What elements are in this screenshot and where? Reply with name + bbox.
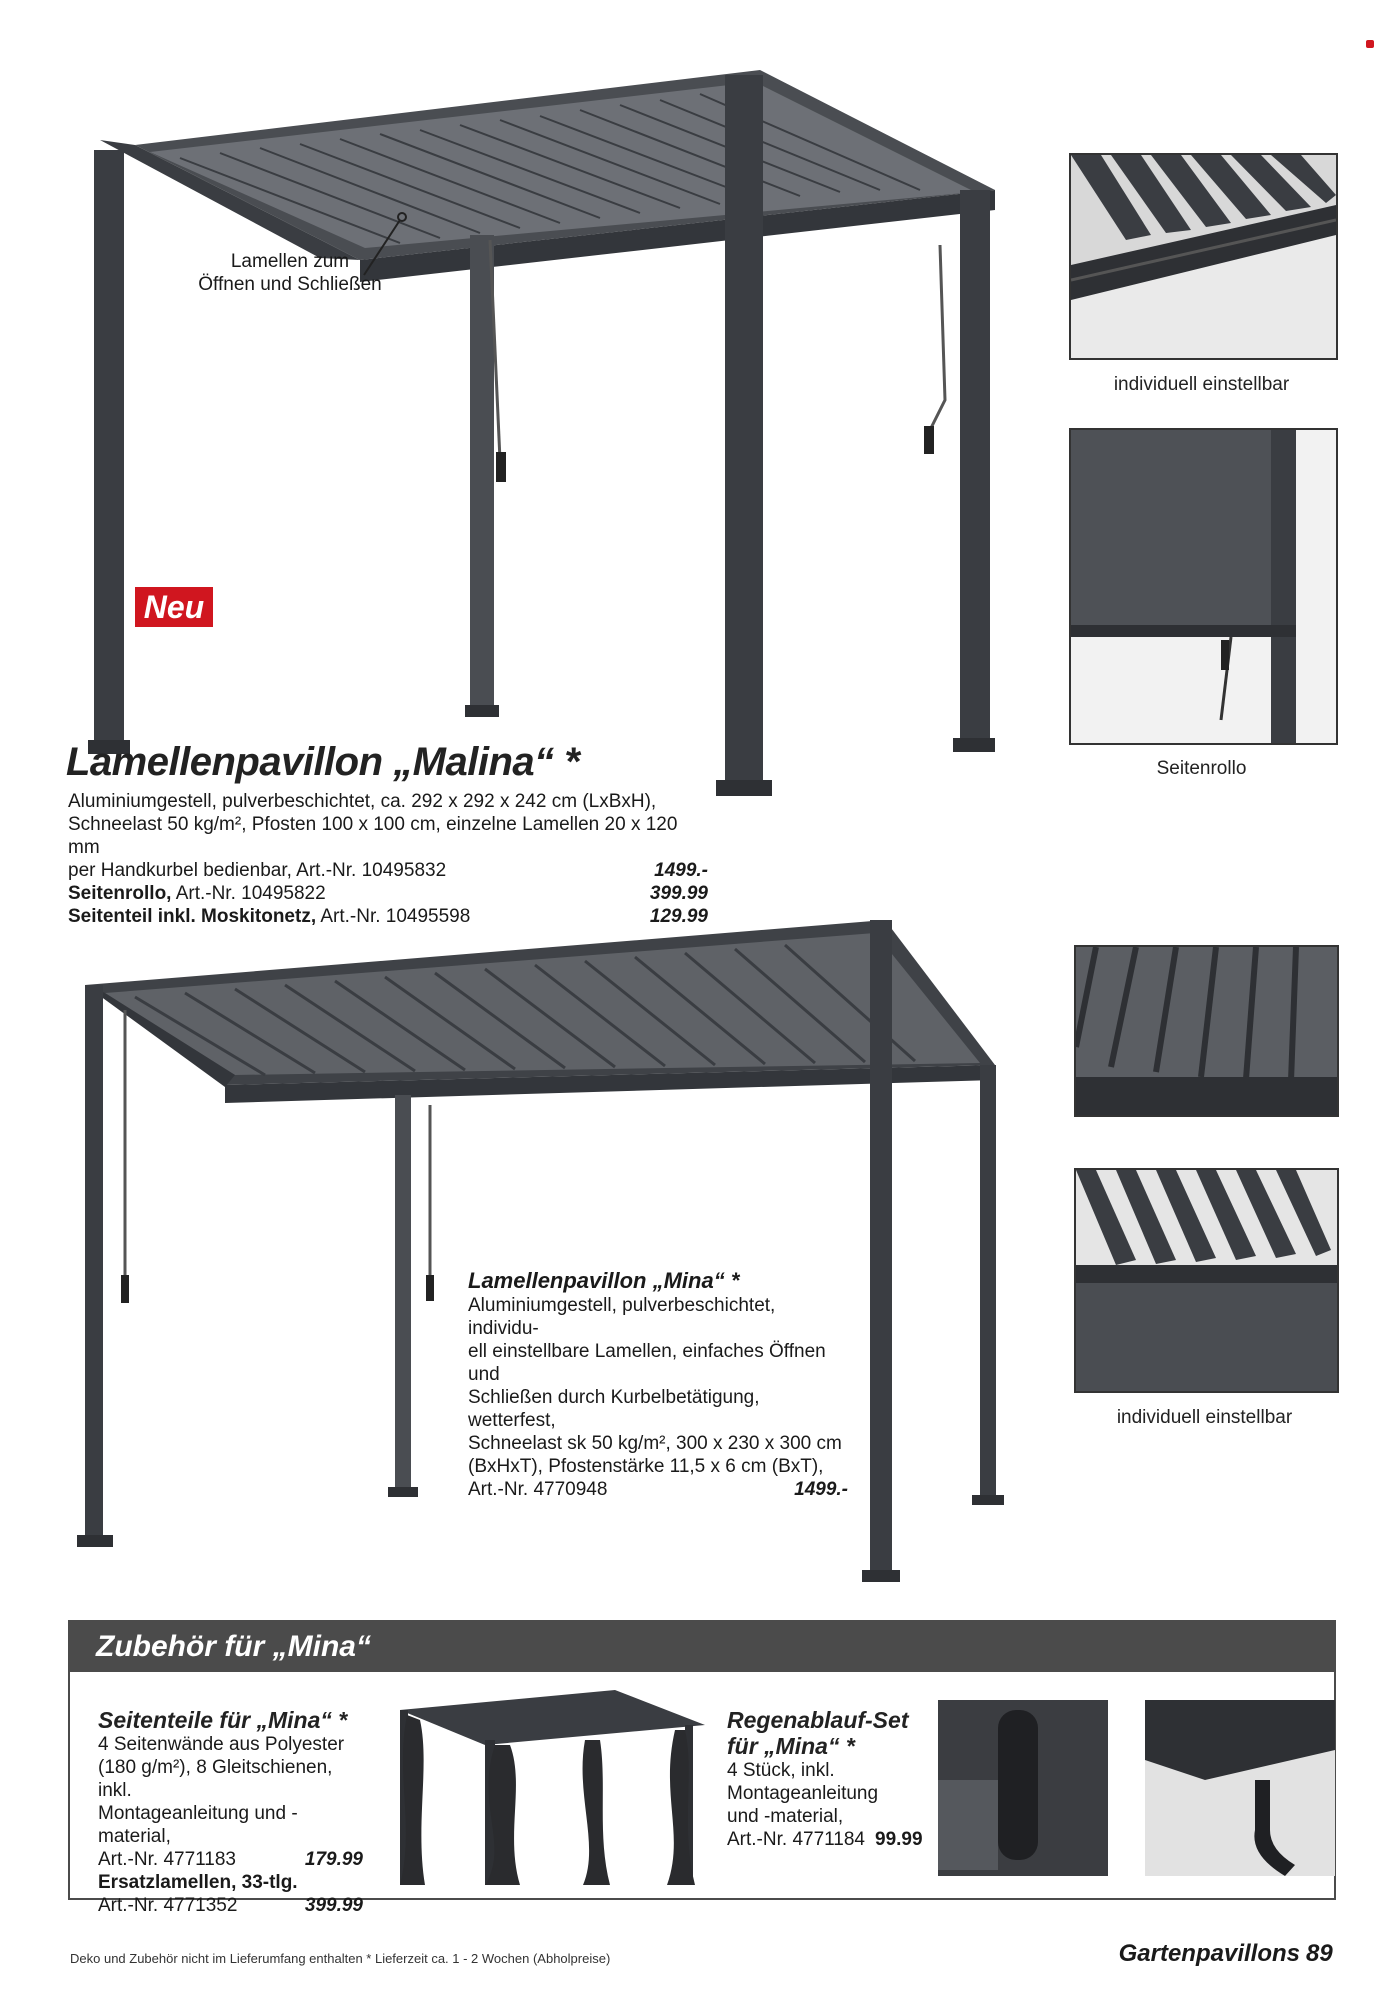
page-number: 89 [1306, 1940, 1333, 1967]
caption-individuell-2: individuell einstellbar [1116, 1407, 1293, 1428]
regen-line-1: 4 Stück, inkl. [727, 1760, 835, 1781]
rollo-price: 399.99 [649, 883, 708, 904]
mina-text-block [468, 1268, 848, 1501]
malina-seitenrollo-photo [1069, 428, 1338, 745]
regen-photo-2-graphic [1145, 1700, 1335, 1876]
malina-detail-slats-photo [1069, 153, 1338, 360]
caption-seitenrollo: Seitenrollo [1156, 758, 1247, 779]
mina-slats-detail-graphic [1076, 947, 1337, 1115]
seitenteile-title: Seitenteile für „Mina“ * [98, 1707, 348, 1733]
malina-description [68, 790, 708, 928]
seitenteil-art: Art.-Nr. 10495598 [316, 906, 471, 927]
rollo-art: Art.-Nr. 10495822 [171, 883, 326, 904]
mina-art: Art.-Nr. 4770948 [468, 1479, 608, 1500]
regen-photo-1-graphic [938, 1700, 1108, 1876]
seitenrollo-graphic [1071, 430, 1336, 743]
ersatz-art: Art.-Nr. 4771352 [98, 1895, 238, 1916]
malina-price: 1499.- [654, 860, 708, 881]
mina-title: Lamellenpavillon „Mina“ * [468, 1268, 740, 1293]
seitenteil-price: 129.99 [649, 906, 708, 927]
mina-line-4: Schneelast sk 50 kg/m², 300 x 230 x 300 cm [468, 1433, 842, 1454]
mina-detail-slats-photo [1074, 945, 1339, 1117]
malina-pavilion-image [60, 60, 1020, 820]
seitenteile-line-2: (180 g/m²), 8 Gleitschienen, inkl. [98, 1757, 333, 1801]
seitenteile-line-3: Montageanleitung und -material, [98, 1803, 298, 1847]
regen-price: 99.99 [875, 1829, 923, 1850]
slats-detail-graphic [1071, 155, 1336, 358]
mina-line-3: Schließen durch Kurbelbetätigung, wetterfest, [468, 1387, 760, 1431]
seitenteile-art: Art.-Nr. 4771183 [98, 1849, 237, 1870]
regen-title-2: für „Mina“ * [727, 1733, 855, 1759]
mina-description [468, 1294, 848, 1501]
regen-block [727, 1707, 927, 1851]
regen-title-1: Regenablauf-Set [727, 1707, 909, 1733]
mina-detail-open-photo [1074, 1168, 1339, 1393]
mina-art-row [468, 1478, 848, 1501]
malina-row-main [68, 859, 708, 882]
callout-line-1: Lamellen zum [230, 251, 350, 272]
rollo-name: Seitenrollo, [68, 883, 172, 904]
rollo-row [68, 882, 708, 905]
regen-photo-2 [1145, 1700, 1335, 1876]
callout-line-2: Öffnen und Schließen [198, 274, 382, 295]
mina-line-2: ell einstellbare Lamellen, einfaches Öffnen und [468, 1341, 826, 1385]
malina-line-1: Aluminiumgestell, pulverbeschichtet, ca. 292 x 292 x 242 cm (LxBxH), [68, 791, 657, 812]
seitenteil-name: Seitenteil inkl. Moskitonetz, [68, 906, 317, 927]
mina-price: 1499.- [794, 1479, 848, 1500]
regen-art: Art.-Nr. 4771184 [727, 1829, 866, 1850]
seitenteile-block [98, 1707, 363, 1917]
mina-open-detail-graphic [1076, 1170, 1337, 1391]
malina-line-3: per Handkurbel bedienbar, Art.-Nr. 10495832 [68, 860, 447, 881]
caption-individuell-1: individuell einstellbar [1113, 374, 1290, 395]
regen-line-2: Montageanleitung [727, 1783, 879, 1804]
seitenteile-line-1: 4 Seitenwände aus Polyester [98, 1734, 345, 1755]
malina-callout [180, 250, 400, 296]
regen-description [727, 1759, 927, 1851]
malina-line-2: Schneelast 50 kg/m², Pfosten 100 x 100 cm, einzelne Lamellen 20 x 120 mm [68, 814, 678, 858]
seitenteile-pavilion-image [385, 1685, 715, 1890]
seitenteile-description [98, 1733, 363, 1917]
regen-photo-1 [938, 1700, 1108, 1876]
ersatz-art-row [98, 1894, 363, 1917]
corner-logo [1366, 40, 1374, 48]
footer-note: Deko und Zubehör nicht im Lieferumfang enthalten * Lieferzeit ca. 1 - 2 Wochen (Abholpreise) [70, 1951, 611, 1966]
zubehoer-header: Zubehör für „Mina“ [70, 1622, 1334, 1672]
seitenteile-art-row [98, 1848, 363, 1871]
regen-art-row [727, 1828, 927, 1851]
malina-title: Lamellenpavillon „Malina“ * [66, 740, 580, 784]
footer-section: Gartenpavillons [1118, 1940, 1300, 1967]
mina-line-5: (BxHxT), Pfostenstärke 11,5 x 6 cm (BxT), [468, 1456, 824, 1477]
regen-line-3: und -material, [727, 1806, 844, 1827]
seitenteile-price: 179.99 [304, 1849, 363, 1870]
neu-badge: Neu [135, 587, 213, 627]
mina-line-1: Aluminiumgestell, pulverbeschichtet, individu- [468, 1295, 776, 1339]
ersatz-title: Ersatzlamellen, 33-tlg. [98, 1872, 298, 1893]
ersatz-price: 399.99 [304, 1895, 363, 1916]
